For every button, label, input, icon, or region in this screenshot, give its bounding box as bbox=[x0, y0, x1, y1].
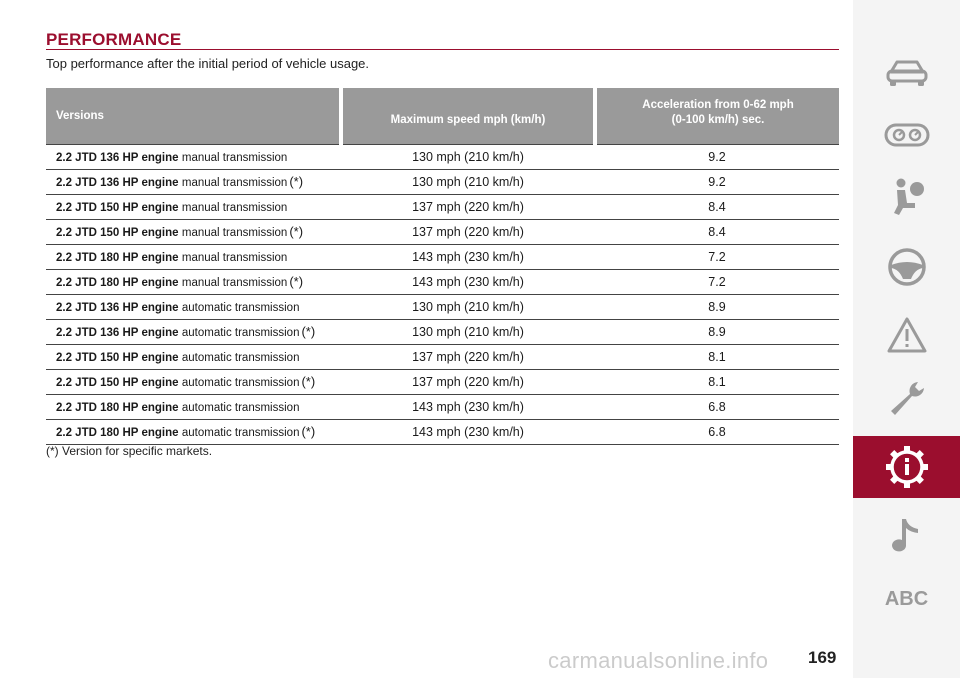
cell-version bbox=[46, 320, 341, 345]
music-note-icon bbox=[892, 517, 922, 557]
table-row bbox=[46, 220, 839, 245]
intro-text: Top performance after the initial period of vehicle usage. bbox=[46, 56, 370, 71]
nav-index[interactable] bbox=[853, 568, 960, 630]
engine-name: 2.2 JTD 180 HP engine bbox=[56, 426, 179, 439]
nav-safety[interactable] bbox=[853, 166, 960, 228]
header-acceleration-line1: Acceleration from 0-62 mph bbox=[642, 99, 794, 111]
cell-acceleration: 8.4 bbox=[595, 195, 839, 220]
table-body bbox=[46, 145, 839, 445]
cell-version bbox=[46, 395, 341, 420]
cell-acceleration: 8.1 bbox=[595, 370, 839, 395]
cell-version bbox=[46, 245, 341, 270]
table-row bbox=[46, 395, 839, 420]
cell-max-speed: 130 mph (210 km/h) bbox=[341, 145, 595, 170]
footnote-marker: (*) bbox=[301, 323, 316, 339]
seat-airbag-icon bbox=[887, 177, 927, 217]
nav-car[interactable] bbox=[853, 42, 960, 104]
engine-name: 2.2 JTD 136 HP engine bbox=[56, 301, 179, 314]
cell-acceleration: 7.2 bbox=[595, 245, 839, 270]
cell-max-speed: 143 mph (230 km/h) bbox=[341, 245, 595, 270]
engine-name: 2.2 JTD 180 HP engine bbox=[56, 276, 179, 289]
cell-acceleration: 8.9 bbox=[595, 295, 839, 320]
table-row bbox=[46, 270, 839, 295]
transmission-type: automatic transmission bbox=[181, 326, 300, 339]
cell-max-speed: 137 mph (220 km/h) bbox=[341, 220, 595, 245]
cell-max-speed: 137 mph (220 km/h) bbox=[341, 195, 595, 220]
cell-acceleration: 8.1 bbox=[595, 345, 839, 370]
watermark: carmanualsonline.info bbox=[548, 648, 769, 673]
table-row bbox=[46, 245, 839, 270]
engine-name: 2.2 JTD 136 HP engine bbox=[56, 176, 179, 189]
cell-max-speed: 137 mph (220 km/h) bbox=[341, 345, 595, 370]
cell-acceleration: 9.2 bbox=[595, 170, 839, 195]
table-row bbox=[46, 195, 839, 220]
engine-name: 2.2 JTD 136 HP engine bbox=[56, 326, 179, 339]
nav-maintenance[interactable] bbox=[853, 368, 960, 430]
abc-index-icon: ABC bbox=[884, 587, 929, 610]
cell-acceleration: 9.2 bbox=[595, 145, 839, 170]
transmission-type: manual transmission bbox=[181, 151, 288, 164]
header-versions: Versions bbox=[46, 88, 341, 145]
footnote-marker: (*) bbox=[301, 423, 316, 439]
nav-starting-driving[interactable] bbox=[853, 236, 960, 298]
cell-max-speed: 143 mph (230 km/h) bbox=[341, 270, 595, 295]
header-acceleration bbox=[595, 88, 839, 145]
nav-dashboard[interactable] bbox=[853, 104, 960, 166]
cell-max-speed: 130 mph (210 km/h) bbox=[341, 170, 595, 195]
table-row bbox=[46, 345, 839, 370]
cell-max-speed: 143 mph (230 km/h) bbox=[341, 420, 595, 445]
table-row bbox=[46, 370, 839, 395]
footnote-marker: (*) bbox=[289, 273, 304, 289]
cell-version bbox=[46, 420, 341, 445]
cell-max-speed: 130 mph (210 km/h) bbox=[341, 320, 595, 345]
cell-max-speed: 143 mph (230 km/h) bbox=[341, 395, 595, 420]
transmission-type: manual transmission bbox=[181, 276, 288, 289]
transmission-type: automatic transmission bbox=[181, 351, 300, 364]
table-header-row bbox=[46, 88, 839, 145]
chapter-sidebar bbox=[853, 0, 960, 678]
transmission-type: automatic transmission bbox=[181, 426, 300, 439]
table-row bbox=[46, 145, 839, 170]
performance-table bbox=[46, 88, 839, 445]
transmission-type: manual transmission bbox=[181, 226, 288, 239]
cell-version bbox=[46, 195, 341, 220]
cell-version bbox=[46, 295, 341, 320]
cell-max-speed: 130 mph (210 km/h) bbox=[341, 295, 595, 320]
cell-version bbox=[46, 270, 341, 295]
engine-name: 2.2 JTD 180 HP engine bbox=[56, 401, 179, 414]
cell-max-speed: 137 mph (220 km/h) bbox=[341, 370, 595, 395]
engine-name: 2.2 JTD 180 HP engine bbox=[56, 251, 179, 264]
warning-triangle-icon bbox=[886, 316, 928, 354]
transmission-type: manual transmission bbox=[181, 176, 288, 189]
table-row bbox=[46, 420, 839, 445]
footnote-marker: (*) bbox=[289, 173, 304, 189]
table-row bbox=[46, 170, 839, 195]
cell-version bbox=[46, 370, 341, 395]
header-acceleration-line2: (0-100 km/h) sec. bbox=[671, 114, 765, 126]
transmission-type: manual transmission bbox=[181, 251, 288, 264]
engine-name: 2.2 JTD 150 HP engine bbox=[56, 351, 179, 364]
footnote: (*) Version for specific markets. bbox=[46, 444, 213, 458]
wrench-icon bbox=[886, 378, 928, 420]
car-icon bbox=[885, 58, 929, 88]
page-number: 169 bbox=[808, 648, 837, 667]
steering-wheel-icon bbox=[887, 247, 927, 287]
dashboard-gauges-icon bbox=[884, 122, 930, 148]
info-gear-icon bbox=[885, 445, 929, 489]
nav-technical-data[interactable] bbox=[853, 436, 960, 498]
footnote-marker: (*) bbox=[289, 223, 304, 239]
header-max-speed: Maximum speed mph (km/h) bbox=[341, 88, 595, 145]
title-rule bbox=[46, 49, 839, 50]
cell-version bbox=[46, 220, 341, 245]
table-row bbox=[46, 295, 839, 320]
transmission-type: automatic transmission bbox=[181, 301, 300, 314]
cell-version bbox=[46, 345, 341, 370]
cell-acceleration: 6.8 bbox=[595, 395, 839, 420]
cell-acceleration: 8.9 bbox=[595, 320, 839, 345]
engine-name: 2.2 JTD 150 HP engine bbox=[56, 201, 179, 214]
engine-name: 2.2 JTD 136 HP engine bbox=[56, 151, 179, 164]
transmission-type: manual transmission bbox=[181, 201, 288, 214]
nav-emergency[interactable] bbox=[853, 304, 960, 366]
engine-name: 2.2 JTD 150 HP engine bbox=[56, 226, 179, 239]
section-title: PERFORMANCE bbox=[46, 30, 182, 49]
nav-multimedia[interactable] bbox=[853, 506, 960, 568]
cell-acceleration: 6.8 bbox=[595, 420, 839, 445]
cell-version bbox=[46, 145, 341, 170]
cell-acceleration: 7.2 bbox=[595, 270, 839, 295]
engine-name: 2.2 JTD 150 HP engine bbox=[56, 376, 179, 389]
footnote-marker: (*) bbox=[301, 373, 316, 389]
cell-acceleration: 8.4 bbox=[595, 220, 839, 245]
cell-version bbox=[46, 170, 341, 195]
table-row bbox=[46, 320, 839, 345]
transmission-type: automatic transmission bbox=[181, 401, 300, 414]
transmission-type: automatic transmission bbox=[181, 376, 300, 389]
